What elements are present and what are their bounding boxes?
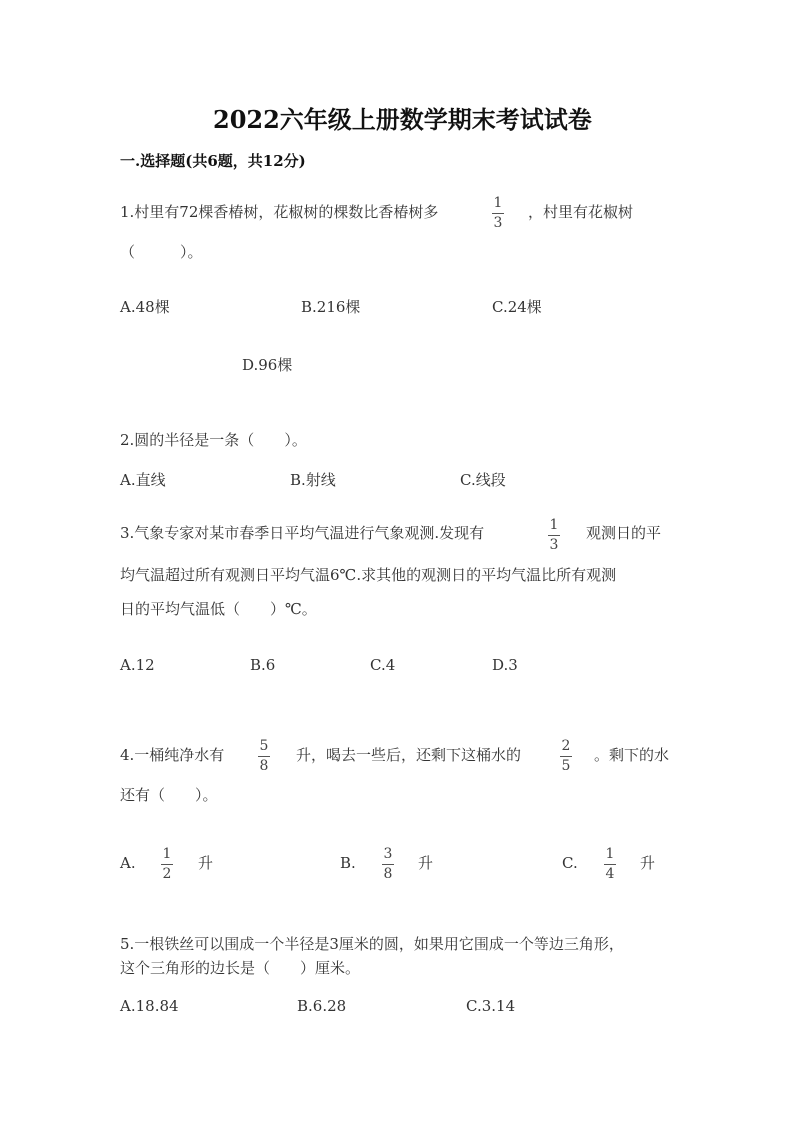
option-b: B.216棵 [301, 298, 361, 316]
option-c: C.3.14 [466, 997, 516, 1015]
question-5-line-1: 5.一根铁丝可以围成一个半径是3厘米的圆，如果用它围成一个等边三角形， [120, 935, 624, 953]
fraction-numerator: 1 [605, 846, 615, 862]
option-a: A.12 [120, 656, 155, 674]
question-3-text-cont: 观测日的平 [586, 524, 662, 542]
question-1-blank: （ ）。 [120, 243, 203, 261]
option-label: B. [340, 854, 356, 872]
option-d: D.3 [492, 656, 518, 674]
fraction-numerator: 1 [549, 517, 559, 533]
fraction-denominator: 8 [383, 866, 393, 882]
option-a: A.18.84 [120, 997, 179, 1015]
option-fraction [380, 847, 396, 882]
question-3-line-3: 日的平均气温低（ ）℃。 [120, 600, 317, 618]
question-2-text: 2.圆的半径是一条（ ）。 [120, 431, 307, 449]
question-4-fraction-1 [256, 739, 272, 774]
page-title: 2022六年级上册数学期末考试试卷 [213, 105, 592, 134]
fraction-numerator: 1 [493, 195, 503, 211]
option-label: A. [120, 854, 136, 872]
question-3-text: 3.气象专家对某市春季日平均气温进行气象观测.发现有 [120, 524, 485, 542]
question-1-fraction [490, 196, 506, 231]
option-a: A.直线 [120, 471, 166, 489]
option-c: C.4 [370, 656, 396, 674]
fraction-denominator: 4 [605, 866, 615, 882]
fraction-numerator: 1 [162, 846, 172, 862]
fraction-numerator: 5 [259, 738, 269, 754]
fraction-denominator: 2 [162, 866, 172, 882]
fraction-denominator: 5 [561, 758, 571, 774]
fraction-denominator: 3 [493, 215, 503, 231]
option-unit: 升 [418, 854, 434, 872]
option-b: B.6 [250, 656, 276, 674]
question-4-line-2: 还有（ ）。 [120, 786, 218, 804]
question-4-text-cont: 升，喝去一些后，还剩下这桶水的 [296, 746, 522, 764]
section-heading: 一.选择题(共6题，共12分) [120, 152, 306, 170]
option-b: B.6.28 [297, 997, 347, 1015]
question-3-fraction [546, 518, 562, 553]
question-1-text-cont: ，村里有花椒树 [528, 203, 634, 221]
question-4-text: 4.一桶纯净水有 [120, 746, 225, 764]
question-5-line-2: 这个三角形的边长是（ ）厘米。 [120, 959, 361, 977]
question-4-text-end: 。剩下的水 [594, 746, 670, 764]
option-fraction [159, 847, 175, 882]
option-unit: 升 [640, 854, 656, 872]
option-d: D.96棵 [242, 356, 293, 374]
fraction-denominator: 8 [259, 758, 269, 774]
option-c: C.线段 [460, 471, 506, 489]
fraction-numerator: 2 [561, 738, 571, 754]
question-3-line-2: 均气温超过所有观测日平均气温6℃.求其他的观测日的平均气温比所有观测 [120, 566, 617, 584]
question-4-fraction-2 [558, 739, 574, 774]
fraction-numerator: 3 [383, 846, 393, 862]
question-1-text: 1.村里有72棵香椿树，花椒树的棵数比香椿树多 [120, 203, 439, 221]
fraction-denominator: 3 [549, 537, 559, 553]
option-unit: 升 [198, 854, 214, 872]
option-label: C. [562, 854, 578, 872]
option-c: C.24棵 [492, 298, 542, 316]
option-b: B.射线 [290, 471, 336, 489]
option-a: A.48棵 [120, 298, 170, 316]
option-fraction [602, 847, 618, 882]
